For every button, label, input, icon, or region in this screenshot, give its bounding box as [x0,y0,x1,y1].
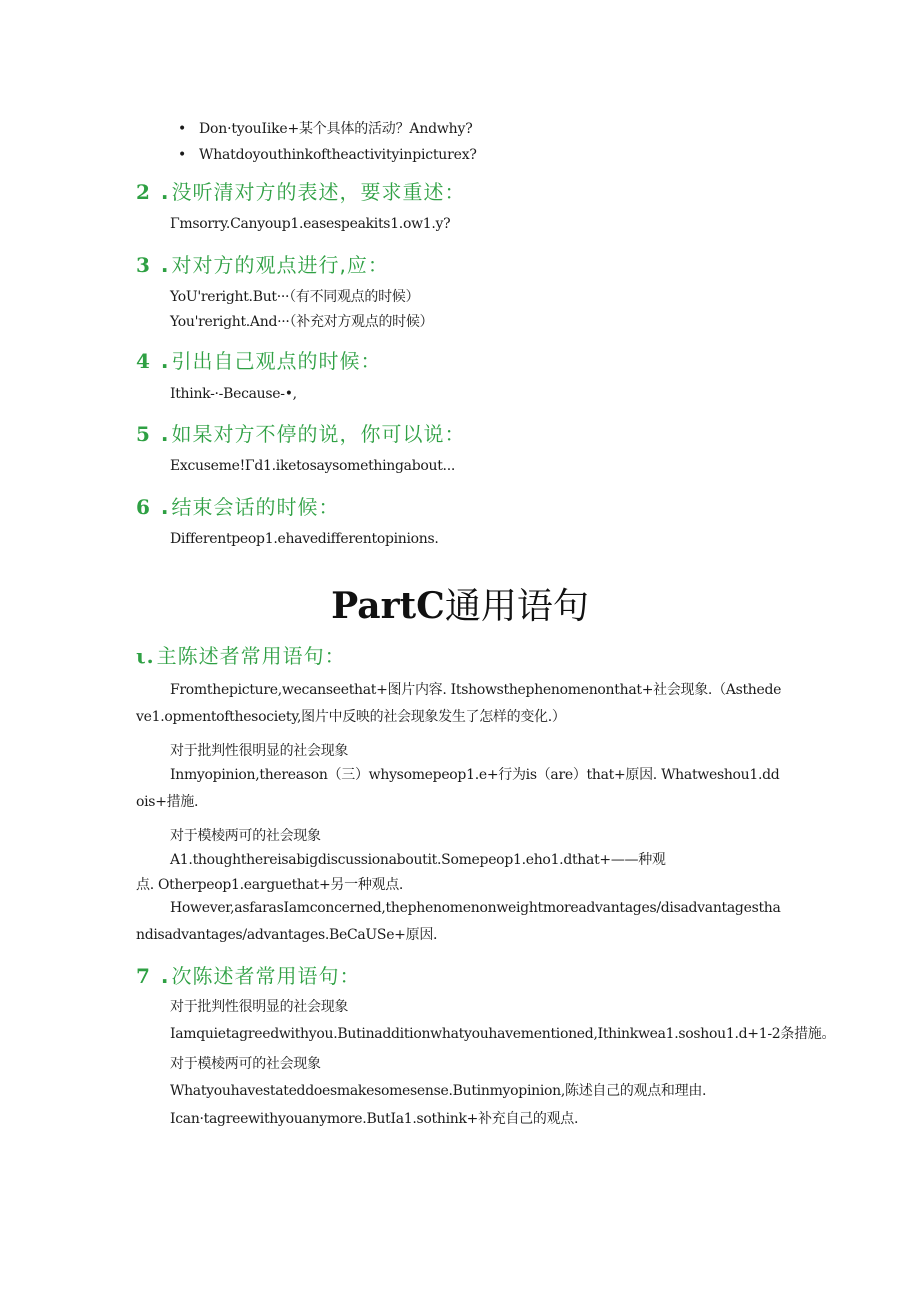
section-heading: 2 . 没听清对方的表述，要求重述： [136,180,466,204]
section-heading: ι. 主陈述者常用语句： [136,644,346,668]
paragraph-line: 点. Otherpeop1.earguethat+另一种观点. [136,877,404,893]
list-item: • Whatdoyouthinkoftheactivityinpicturex? [178,142,477,168]
phrase-line: YoU'reright.But···（有不同观点的时候） [170,289,420,305]
phrase-line: Ithink-·-Because-•, [170,386,297,402]
list-item: • Don·tyouIike+某个具体的活动？Andwhy? [178,116,477,142]
phrase-line: Γmsorry.Canyoup1.easespeakits1.ow1.y? [170,216,451,232]
part-title: PartC通用语句 [331,585,589,627]
paragraph-line: Ican·tagreewithyouanymore.ButIa1.sothink+补充自己的观点. [170,1111,579,1127]
section-heading: 5 . 如杲对方不停的说，你可以说： [136,422,466,446]
category-label: 对于模棱两可的社会现象 [170,828,321,844]
paragraph: Inmyopinion,thereason（三）whysomepeop1.e+行为is（are）that+原因. Whatweshou1.ddois+措施. [136,767,780,810]
section-heading: 4 . 引出自己观点的时候： [136,349,382,373]
paragraph-line: Iamquietagreedwithyou.Butinadditionwhatyouhavementioned,Ithinkwea1.soshou1.d+1-2条措施。 [170,1026,836,1042]
phrase-line: Excuseme!Γd1.iketosaysomethingabout... [170,458,456,474]
bullet-icon: • [178,121,187,137]
phrase-line: You'reright.And···（补充对方观点的时候） [170,314,434,330]
bullet-icon: • [178,147,187,163]
category-label: 对于批判性很明显的社会现象 [170,999,349,1015]
paragraph-line: Whatyouhavestateddoesmakesomesense.Butinmyopinion,陈述自己的观点和理由. [170,1083,707,1099]
section-heading: 3 . 对对方的观点进行,应： [136,253,389,277]
bullet-list [178,116,477,168]
paragraph: However,asfarasIamconcerned,thephenomenonweightmoreadvantages/disadvantagesthandisadvantages/advantages.BeCaUSe+原因. [136,900,781,943]
paragraph: Fromthepicture,wecanseethat+图片内容. Itshowsthephenomenonthat+社会现象.（Asthedeve1.opmentofthesociety,图片中反映的社会现象发生了怎样的变化.） [136,682,782,725]
section-heading: 6 . 结束会话的时候： [136,495,340,519]
paragraph-line: A1.thoughthereisabigdiscussionaboutit.Somepeop1.eho1.dthat+——种观 [170,852,666,868]
category-label: 对于模棱两可的社会现象 [170,1056,321,1072]
category-label: 对于批判性很明显的社会现象 [170,743,349,759]
section-heading: 7 . 次陈述者常用语句： [136,964,361,988]
phrase-line: Differentpeop1.ehavedifferentopinions. [170,531,439,547]
